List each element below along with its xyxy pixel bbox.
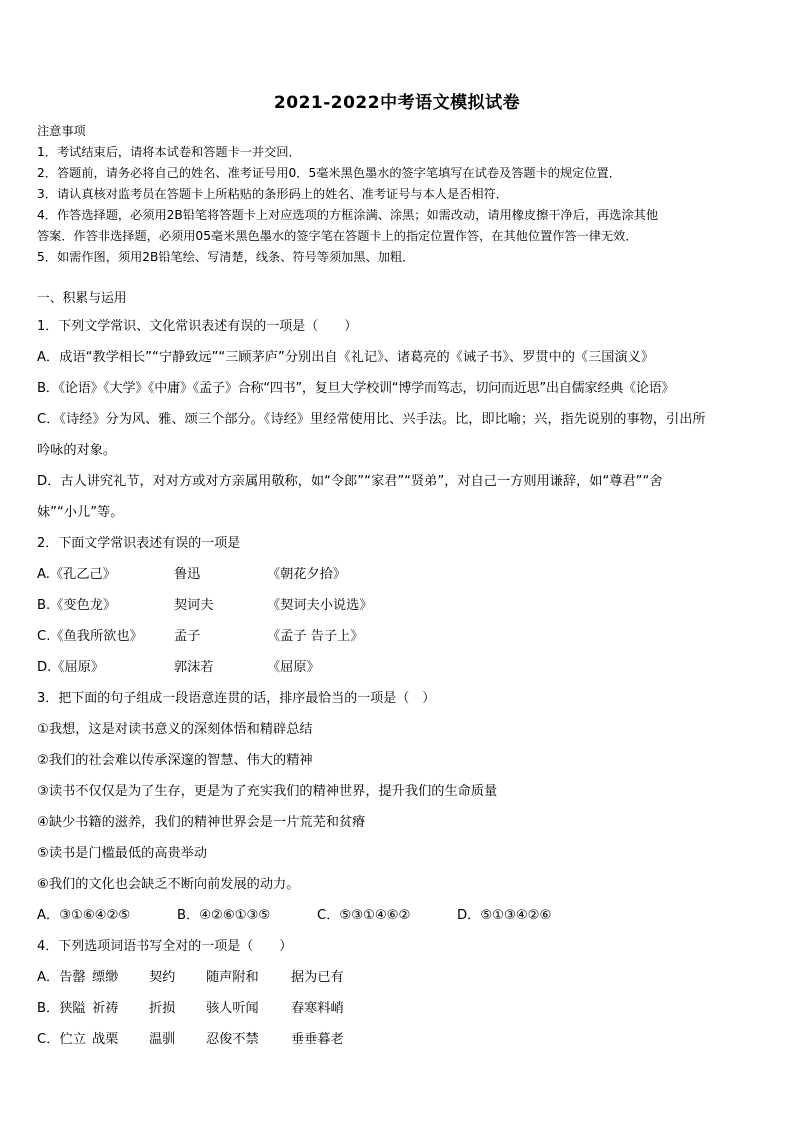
answer-option: B．④②⑥①③⑤: [177, 908, 271, 923]
question-1-option-d: D．古人讲究礼节，对对方或对方亲属用敬称，如“令郎”“家君”“贤弟”，对自己一方则用谦辞，如“尊君”“舍: [37, 474, 663, 489]
word: 春寒料峭: [291, 1001, 344, 1016]
answer-option: A．③①⑥④②⑤: [37, 908, 131, 923]
option-work: B.《变色龙》: [37, 598, 117, 613]
word: 垂垂暮老: [291, 1032, 344, 1047]
option-work: C.《鱼我所欲也》: [37, 629, 143, 644]
option-author: 孟子: [174, 629, 201, 644]
notes-item: 5．如需作图，须用2B铅笔绘、写清楚，线条、符号等须加黑、加粗．: [37, 250, 415, 264]
question-4-stem: 4．下列选项词语书写全对的一项是（ ）: [37, 939, 293, 954]
question-2-option: [37, 621, 762, 652]
word: 缥缈: [92, 970, 119, 985]
question-1-option-b: B．《论语》《大学》《中庸》《孟子》合称“四书”，复旦大学校训“博学而笃志，切问而近思”出自儒家经典《论语》: [37, 381, 675, 396]
question-1-option-c: C．《诗经》分为风、雅、颂三个部分。《诗经》里经常使用比、兴手法。比，即比喻；兴，指先说别的事物，引出所: [37, 412, 706, 427]
option-source: 《契诃夫小说选》: [267, 598, 373, 613]
option-source: 《屈原》: [267, 660, 320, 675]
question-1-option-d-cont: 妹”“小儿”等。: [37, 505, 124, 520]
answer-option: D．⑤①③④②⑥: [457, 908, 552, 923]
question-2-option: [37, 590, 762, 621]
question-3-sentence: ⑥我们的文化也会缺乏不断向前发展的动力。: [37, 877, 300, 892]
question-3-sentence: ⑤读书是门槛最低的高贵举动: [37, 846, 208, 861]
question-3-sentence: ①我想，这是对读书意义的深刻体悟和精辟总结: [37, 722, 313, 737]
notes-item: 1．考试结束后，请将本试卷和答题卡一并交回．: [37, 145, 301, 159]
word: 折损: [149, 1001, 176, 1016]
questions: [37, 287, 762, 1055]
notes-heading: 注意事项: [37, 124, 86, 138]
word: 契约: [149, 970, 176, 985]
notes-item: 2．答题前，请务必将自己的姓名、准考证号用0．5毫米黑色墨水的签字笔填写在试卷及答题卡的规定位置．: [37, 166, 621, 180]
question-1-stem: 1．下列文学常识、文化常识表述有误的一项是（ ）: [37, 319, 358, 334]
word: 祈祷: [92, 1001, 119, 1016]
option-work: A.《孔乙己》: [37, 567, 116, 582]
option-source: 《孟子 告子上》: [267, 629, 364, 644]
question-2-option: [37, 652, 762, 683]
option-author: 契诃夫: [174, 598, 214, 613]
option-work: D.《屈原》: [37, 660, 105, 675]
word: 骇人听闻: [206, 1001, 259, 1016]
question-3-sentence: ③读书不仅仅是为了生存，更是为了充实我们的精神世界，提升我们的生命质量: [37, 784, 498, 799]
notes-item: 4．作答选择题，必须用2B铅笔将答题卡上对应选项的方框涂满、涂黑；如需改动，请用橡皮擦干净后，再选涂其他: [37, 208, 659, 222]
question-3-sentence: ②我们的社会难以传承深邃的智慧、伟大的精神: [37, 753, 313, 768]
question-4-option: [37, 962, 762, 993]
question-2-option: [37, 559, 762, 590]
word: A．告罄: [37, 970, 86, 985]
question-2-stem: 2．下面文学常识表述有误的一项是: [37, 536, 241, 551]
word: 战栗: [92, 1032, 119, 1047]
word: B．狭隘: [37, 1001, 86, 1016]
question-4-option: [37, 993, 762, 1024]
section-heading: 一、积累与运用: [37, 291, 127, 306]
word: 温驯: [149, 1032, 176, 1047]
question-3-stem: 3．把下面的句子组成一段语意连贯的话，排序最恰当的一项是（ ）: [37, 691, 436, 706]
question-4-option: [37, 1024, 762, 1055]
option-author: 鲁迅: [174, 567, 201, 582]
word: C．伫立: [37, 1032, 86, 1047]
option-author: 郭沫若: [174, 660, 214, 675]
question-1-option-c-cont: 吟咏的对象。: [37, 443, 117, 458]
notes-block: [37, 121, 762, 268]
question-3-answers: [37, 900, 762, 931]
question-1-option-a: A．成语“教学相长”“宁静致远”“三顾茅庐”分别出自《礼记》、诸葛亮的《诫子书》、罗贯中的《三国演义》: [37, 350, 655, 365]
notes-item: 答案．作答非选择题，必须用05毫米黑色墨水的签字笔在答题卡上的指定位置作答，在其他位置作答一律无效．: [37, 229, 638, 243]
notes-item: 3．请认真核对监考员在答题卡上所粘贴的条形码上的姓名、准考证号与本人是否相符．: [37, 187, 508, 201]
word: 随声附和: [206, 970, 259, 985]
word: 据为已有: [291, 970, 344, 985]
question-3-sentence: ④缺少书籍的滋养，我们的精神世界会是一片荒芜和贫瘠: [37, 815, 366, 830]
answer-option: C．⑤③①④⑥②: [317, 908, 411, 923]
exam-title: 2021-2022中考语文模拟试卷: [273, 93, 521, 113]
word: 忍俊不禁: [206, 1032, 259, 1047]
option-source: 《朝花夕拾》: [267, 567, 347, 582]
